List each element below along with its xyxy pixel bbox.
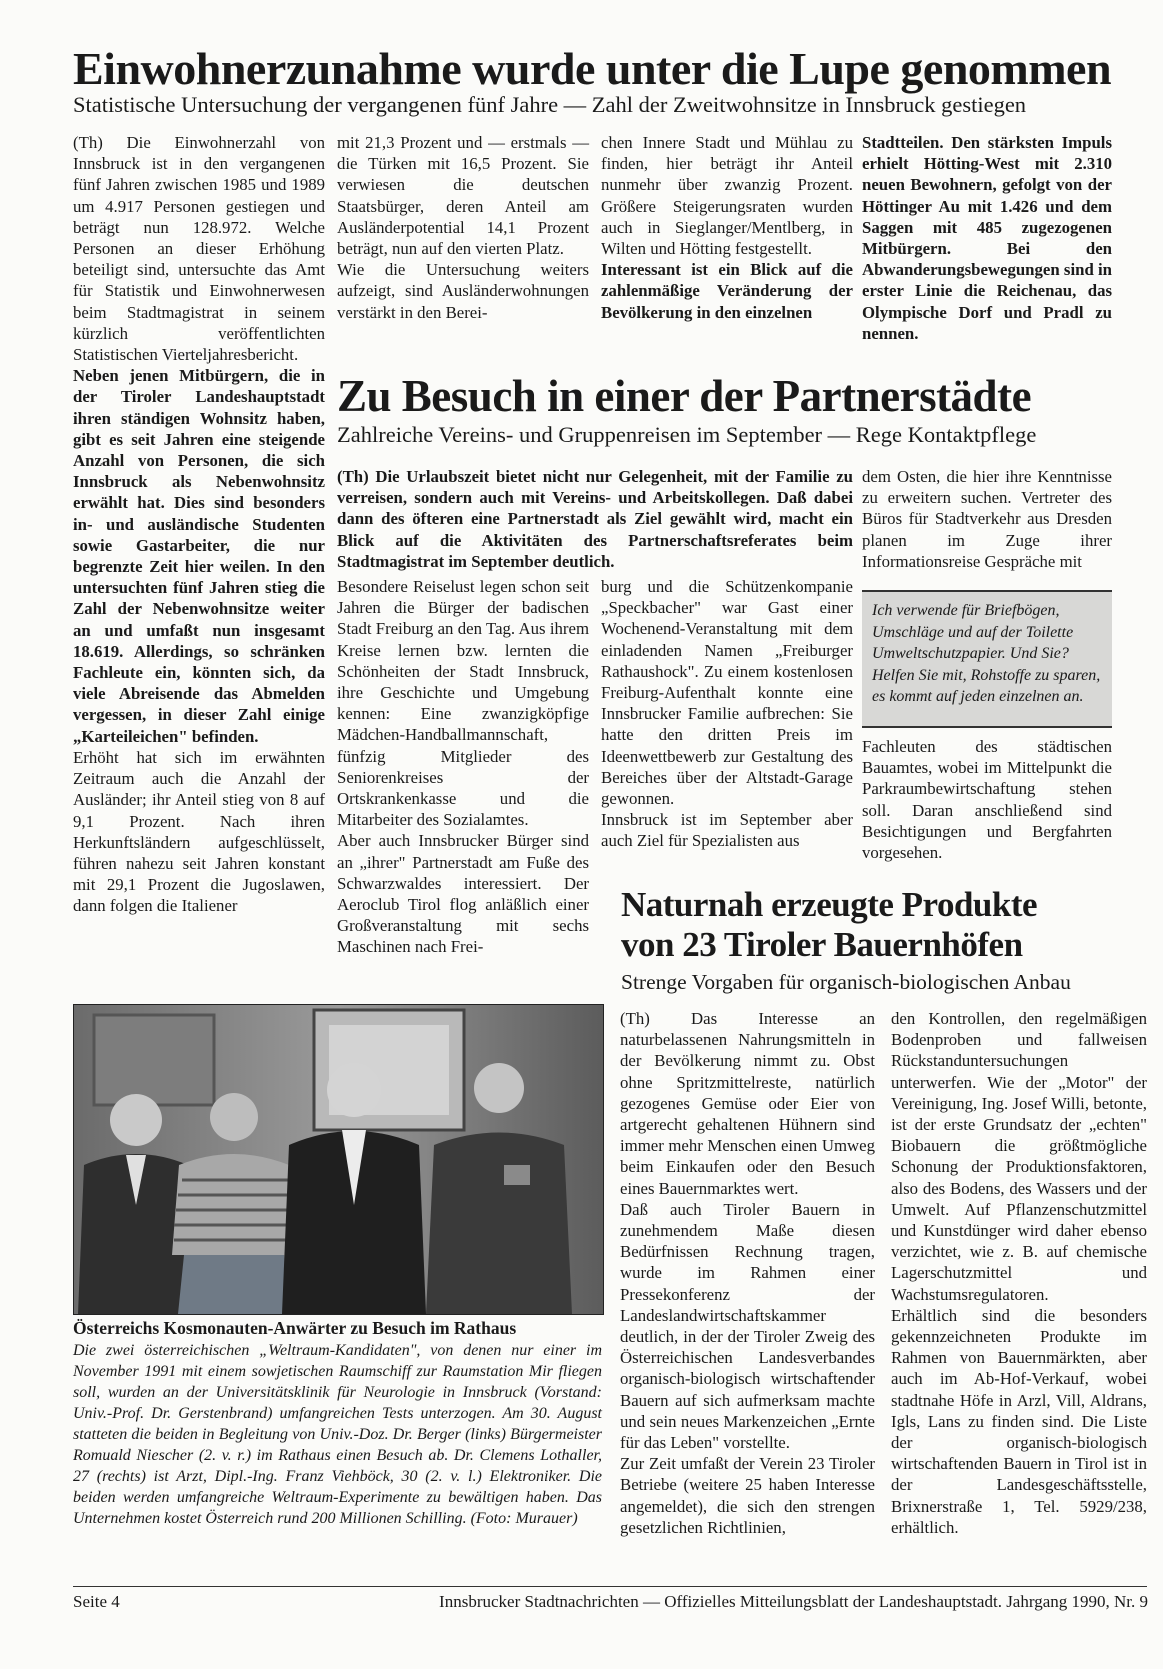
footer-rule [73,1586,1147,1587]
photo-kosmonauten [73,1004,604,1315]
footer-publication: Innsbrucker Stadtnachrichten — Offizielles Mitteilungsblatt der Landeshauptstadt. Jahrgang 1990, Nr. 9 [439,1592,1148,1611]
article1-col3-text: chen Innere Stadt und Mühlau zu finden, hier beträgt ihr Anteil nunmehr über zwanzig Prozent. Größere Steigerungsraten wurden auch in Sieglanger/Mentlberg, in Wilten und Hötting festgestellt. [601,133,853,259]
subheadline-naturnah: Strenge Vorgaben für organisch-biologischen Anbau [621,970,1071,994]
headline-einwohnerzunahme: Einwohnerzunahme wurde unter die Lupe genommen [73,43,1112,94]
article1-col4-bold: Stadtteilen. Den stärksten Impuls erhielt Hötting-West mit 2.310 neuen Bewohnern, gefolgt von der Höttinger Au mit 1.426 und dem Saggen mit 485 zugezogenen Mitbürgern. Bei den Abwanderungsbewegungen sind in erster Linie die Reichenau, das Olympische Dorf und Pradl zu nennen. [862,133,1112,343]
article1-col1-end: Erhöht hat sich im erwähnten Zeitraum auch die Anzahl der Ausländer; ihr Anteil stieg von 8 auf 9,1 Prozent. Nach ihren Herkunftsländern aufgeschlüsselt, führen nahezu seit Jahren konstant mit 29,1 Prozent die Jugoslawen, dann folgen die Italiener [73,747,325,916]
headline-naturnah-line2: von 23 Tiroler Bauernhöfen [621,925,1023,964]
article1-column-4 [862,132,1112,344]
headline-partnerstaedte: Zu Besuch in einer der Partnerstädte [337,371,1032,421]
article2-col2-b: Aber auch Innsbrucker Bürger sind an „ihrer" Partnerstadt am Fuße des Schwarzwaldes interessiert. Der Aeroclub Tirol flog anläßlich einer Großveranstaltung mit sechs Maschinen nach Frei- [337,831,589,957]
article1-column-1 [73,132,325,917]
article1-column-2 [337,132,589,323]
subheadline-einwohnerzunahme: Statistische Untersuchung der vergangenen fünf Jahre — Zahl der Zweitwohnsitze in Innsbruck gestiegen [73,92,1027,117]
article3-col2-text: den Kontrollen, den regelmäßigen Bodenproben und fallweisen Rückstanduntersuchungen unterwerfen. Wie der „Motor" der Vereinigung, Ing. Josef Willi, betonte, ist der erste Grundsatz der „echten" Biobauern die größtmögliche Schonung der Produktionsfaktoren, also des Bodens, des Wassers und der Umwelt. Auf Pflanzenschutzmittel und Kunstdünger wird daher ebenso verzichtet, wie z. B. auf chemische Lagerschutzmittel und Wachstumsregulatoren. [891,1009,1147,1304]
article3-column-1 [620,1008,875,1538]
photo-image [74,1005,603,1314]
article2-column-4 [862,466,1112,572]
subheadline-partnerstaedte: Zahlreiche Vereins- und Gruppenreisen im September — Rege Kontaktpflege [337,422,1037,447]
article3-col1-b: Daß auch Tiroler Bauern in zunehmendem Maße diesen Bedürfnissen Rechnung tragen, wurde im Rahmen einer Pressekonferenz der Landeslandwirtschaftskammer deutlich, in der der Tiroler Zweig des Österreichischen Landesverbandes organisch-biologisch wirtschaftender Bauern auf sich aufmerksam machte und sein neues Markenzeichen „Ernte für das Leben" vorstellte. [620,1199,875,1453]
photo-caption-title: Österreichs Kosmonauten-Anwärter zu Besuch im Rathaus [73,1318,517,1338]
article3-col2-b: Erhältlich sind die besonders gekennzeichneten Produkte im Rahmen von Bauernmärkten, aber auch im Ab-Hof-Verkauf, wobei stadtnahe Höfe in Arzl, Vill, Aldrans, Igls, Lans zu finden sind. Die Liste der organisch-biologisch wirtschaftenden Bauern in Tirol ist in der Landesgeschäftsstelle, Brixnerstraße 1, Tel. 5929/238, erhältlich. [891,1305,1147,1537]
article3-col1-c: Zur Zeit umfaßt der Verein 23 Tiroler Betriebe (weitere 25 haben Interesse angemeldet), die sich den strengen gesetzlichen Richtlinien, [620,1454,875,1537]
article1-column-3 [601,132,853,323]
article2-lead-text: (Th) Die Urlaubszeit bietet nicht nur Gelegenheit, mit der Familie zu verreisen, sondern auch mit Vereins- und Arbeitskollegen. Daß dabei dann des öfteren eine Partnerstadt als Ziel gewählt wird, macht ein Blick auf die Aktivitäten des Partnerschaftsreferates beim Stadtmagistrat im September deutlich. [337,467,853,571]
article1-col1-bold: Neben jenen Mitbürgern, die in der Tiroler Landeshauptstadt ihren ständigen Wohnsitz haben, gibt es seit Jahren eine steigende Anzahl von Personen, die sich Innsbruck als Nebenwohnsitz erwählt hat. Dies sind besonders in- und ausländische Studenten sowie Gastarbeiter, die nur begrenzte Zeit hier weilen. In den untersuchten fünf Jahren stieg die Zahl der Nebenwohnsitze weiter an und umfaßt nun insgesamt 18.619. Allerdings, so schränken Fachleute ein, könnten sich, da viele Abreisende das Abmelden vergessen, in dieser Zahl einige „Karteileichen" befinden. [73,366,325,746]
photo-caption: Die zwei österreichischen „Weltraum-Kandidaten", von denen nur einer im November 1991 mit einem sowjetischen Raumschiff zur Raumstation Mir fliegen soll, wurden an der Universitätsklinik für Neurologie in Innsbruck (Vorstand: Univ.-Prof. Dr. Gerstenbrand) umfangreichen Tests unterzogen. Am 30. August statteten die beiden in Begleitung von Univ.-Doz. Dr. Berger (links) Bürgermeister Romuald Niescher (2. v. r.) im Rathaus einen Besuch ab. Dr. Clemens Lothaller, 27 (rechts) ist Arzt, Dipl.-Ing. Franz Viehböck, 30 (2. v. l.) Elektroniker. Die beiden werden umfangreiche Weltraum-Experimente zu bewältigen haben. Das Unternehmen kostet Österreich rund 200 Millionen Schilling. (Foto: Murauer) [73,1342,602,1527]
article2-col3-b: Innsbruck ist im September aber auch Ziel für Spezialisten aus [601,810,853,851]
footer-page-number: Seite 4 [73,1592,120,1611]
article2-col4-text: dem Osten, die hier ihre Kenntnisse zu erweitern suchen. Vertreter des Büros für Stadtverkehr aus Dresden planen im Zuge ihrer Informationsreise Gespräche mit [862,467,1112,571]
article3-col1-text: (Th) Das Interesse an naturbelassenen Nahrungsmitteln in der Bevölkerung nimmt zu. Obst ohne Spritzmittelreste, natürlich gezogenes Gemüse oder Eier von artgerecht gehaltenen Hühnern sind immer mehr Menschen einen Umweg beim Einkaufen oder den Besuch eines Bauernmarktes wert. [620,1009,875,1198]
article1-col2-b: Wie die Untersuchung weiters aufzeigt, sind Ausländerwohnungen verstärkt in den Berei- [337,260,589,322]
recycling-notice-box [862,590,1112,728]
headline-naturnah-line1: Naturnah erzeugte Produkte [621,885,1038,924]
article2-column-2 [337,576,589,958]
article1-col2-text: mit 21,3 Prozent und — erstmals — die Türken mit 16,5 Prozent. Sie verwiesen die deutschen Staatsbürger, deren Anteil am Ausländerpotential 14,1 Prozent beträgt, nun auf den vierten Platz. [337,133,589,259]
article1-col1-text: (Th) Die Einwohnerzahl von Innsbruck ist in den vergangenen fünf Jahren zwischen 1985 und 1989 um 4.917 Personen gestiegen und beträgt nun 128.972. Welche Personen an dieser Erhöhung beteiligt sind, untersuchte das Amt für Statistik und Einwohnerwesen beim Stadtmagistrat in seinem kürzlich veröffentlichten Statistischen Vierteljahresbericht. [73,133,325,365]
recycling-notice-text: Ich verwende für Briefbögen, Umschläge und auf der Toilette Umweltschutzpapier. Und Sie? Helfen Sie mit, Rohstoffe zu sparen, es kommt auf jeden einzelnen an. [872,602,1101,705]
article2-lead [337,466,853,572]
article2-col4-b: Fachleuten des städtischen Bauamtes, wobei im Mittelpunkt die Parkraumbewirtschaftung stehen soll. Daran anschließend sind Besichtigungen und Bergfahrten vorgesehen. [862,737,1112,863]
article2-col3-text: burg und die Schützenkompanie „Speckbacher" war Gast einer Wochenend-Veranstaltung mit dem einladenden Namen „Freiburger Rathaushock". Zu einem kostenlosen Freiburg-Aufenthalt konnte eine Innsbrucker Familie aufbrechen: Sie hatte den dritten Preis im Ideenwettbewerb zur Gestaltung des Bereiches über der Altstadt-Garage gewonnen. [601,577,853,809]
article1-col3-bold: Interessant ist ein Blick auf die zahlenmäßige Veränderung der Bevölkerung in den einzelnen [601,260,853,322]
article2-col2-text: Besondere Reiselust legen schon seit Jahren die Bürger der badischen Stadt Freiburg an den Tag. Aus ihrem Kreise lernen bzw. lernten die Schönheiten der Stadt Innsbruck, ihre Geschichte und Umgebung kennen: Eine zwanzigköpfige Mädchen-Handballmannschaft, fünfzig Mitglieder des Seniorenkreises der Ortskrankenkasse und die Mitarbeiter des Sozialamtes. [337,577,589,830]
article3-column-2 [891,1008,1147,1538]
article2-column-3 [601,576,853,852]
article2-column-4-continued [862,736,1112,863]
headline-naturnah [621,885,1037,965]
